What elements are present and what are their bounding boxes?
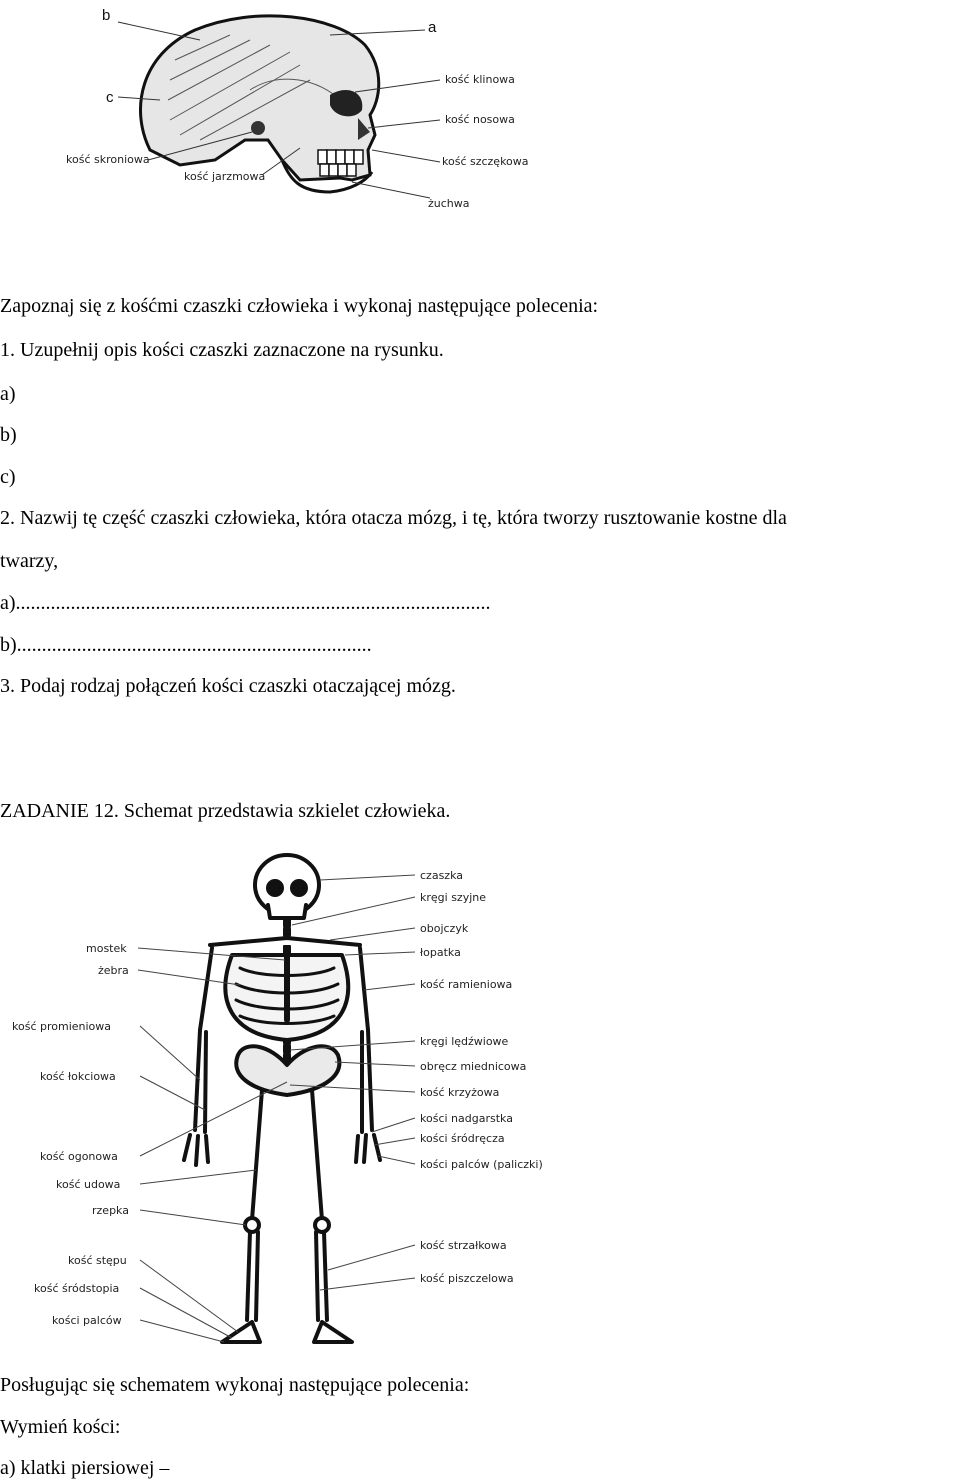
task-12-title: ZADANIE 12. Schemat przedstawia szkielet człowieka. <box>0 800 451 822</box>
label-kosc-srodstopia: kość śródstopia <box>34 1282 120 1295</box>
skeleton-drawing <box>184 855 380 1342</box>
label-kosc-jarzmowa: kość jarzmowa <box>184 170 266 183</box>
question-2-continuation: twarzy, <box>0 550 59 572</box>
label-zebra: żebra <box>98 964 129 977</box>
skeleton-right-humerus <box>360 948 368 1030</box>
question-2-answer-a: a)............................................................................................... <box>0 592 491 614</box>
label-kosc-ogonowa: kość ogonowa <box>40 1150 118 1163</box>
skeleton-left-femur <box>252 1090 262 1220</box>
skull-label-a: a <box>428 19 437 36</box>
label-kosci-palcow-paliczki: kości palców (paliczki) <box>420 1158 543 1171</box>
instructions-list-title: Wymień kości: <box>0 1416 121 1438</box>
label-kregi-ledzwiowe: kręgi lędźwiowe <box>420 1035 509 1048</box>
skull-teeth <box>318 150 363 176</box>
question-2-answer-b: b)....................................................................... <box>0 634 372 656</box>
label-kosc-stepu: kość stępu <box>68 1254 127 1267</box>
label-kosci-srodrecza: kości śródręcza <box>420 1132 505 1145</box>
question-1-answer-b: b) <box>0 424 17 446</box>
skeleton-eye-left <box>268 881 282 895</box>
skeleton-figure <box>0 850 600 1360</box>
label-kosc-nosowa: kość nosowa <box>445 113 515 126</box>
label-kosc-lokciowa: kość łokciowa <box>40 1070 116 1083</box>
label-mostek: mostek <box>86 942 127 955</box>
skeleton-left-hand <box>184 1135 208 1165</box>
skeleton-right-femur <box>312 1090 322 1220</box>
label-kosc-strzalkowa: kość strzałkowa <box>420 1239 507 1252</box>
skeleton-left-forearm <box>195 1030 206 1132</box>
instructions-intro: Posługując się schematem wykonaj następujące polecenia: <box>0 1374 470 1396</box>
skull-label-c: c <box>106 89 114 106</box>
skeleton-left-tibia <box>247 1232 258 1320</box>
label-kosc-skroniowa: kość skroniowa <box>66 153 150 166</box>
skeleton-right-forearm <box>362 1030 372 1132</box>
question-1: 1. Uzupełnij opis kości czaszki zaznaczone na rysunku. <box>0 339 444 361</box>
label-kosci-nadgarstka: kości nadgarstka <box>420 1112 513 1125</box>
instructions-item-a: a) klatki piersiowej – <box>0 1457 170 1479</box>
label-kosc-ramieniowa: kość ramieniowa <box>420 978 513 991</box>
label-kosc-piszczelowa: kość piszczelowa <box>420 1272 514 1285</box>
label-kosc-udowa: kość udowa <box>56 1178 121 1191</box>
label-obojczyk: obojczyk <box>420 922 469 935</box>
question-2: 2. Nazwij tę część czaszki człowieka, która otacza mózg, i tę, która tworzy rusztowanie kostne dla <box>0 507 787 529</box>
question-1-answer-c: c) <box>0 466 16 488</box>
skull-label-b: b <box>102 7 111 24</box>
label-rzepka: rzepka <box>92 1204 129 1217</box>
label-czaszka: czaszka <box>420 869 463 882</box>
skeleton-right-patella <box>315 1218 329 1232</box>
label-kosc-krzyzowa: kość krzyżowa <box>420 1086 500 1099</box>
label-kregi-szyjne: kręgi szyjne <box>420 891 487 904</box>
skeleton-left-humerus <box>200 948 212 1030</box>
label-kosci-palcow: kości palców <box>52 1314 122 1327</box>
skeleton-right-foot <box>314 1322 352 1342</box>
label-lopatka: łopatka <box>420 946 461 959</box>
question-1-answer-a: a) <box>0 383 16 405</box>
label-obrecz-miednicowa: obręcz miednicowa <box>420 1060 527 1073</box>
skull-figure <box>0 0 960 230</box>
label-kosc-szczekowa: kość szczękowa <box>442 155 529 168</box>
label-zuchwa: żuchwa <box>428 197 470 210</box>
skull-task-intro: Zapoznaj się z kośćmi czaszki człowieka i wykonaj następujące polecenia: <box>0 295 599 317</box>
label-kosc-promieniowa: kość promieniowa <box>12 1020 112 1033</box>
skeleton-right-tibia <box>316 1232 327 1320</box>
question-3: 3. Podaj rodzaj połączeń kości czaszki otaczającej mózg. <box>0 675 456 697</box>
skeleton-right-hand <box>356 1135 380 1162</box>
skeleton-eye-right <box>292 881 306 895</box>
skeleton-left-patella <box>245 1218 259 1232</box>
label-kosc-klinowa: kość klinowa <box>445 73 515 86</box>
skull-ear-opening <box>251 121 265 135</box>
